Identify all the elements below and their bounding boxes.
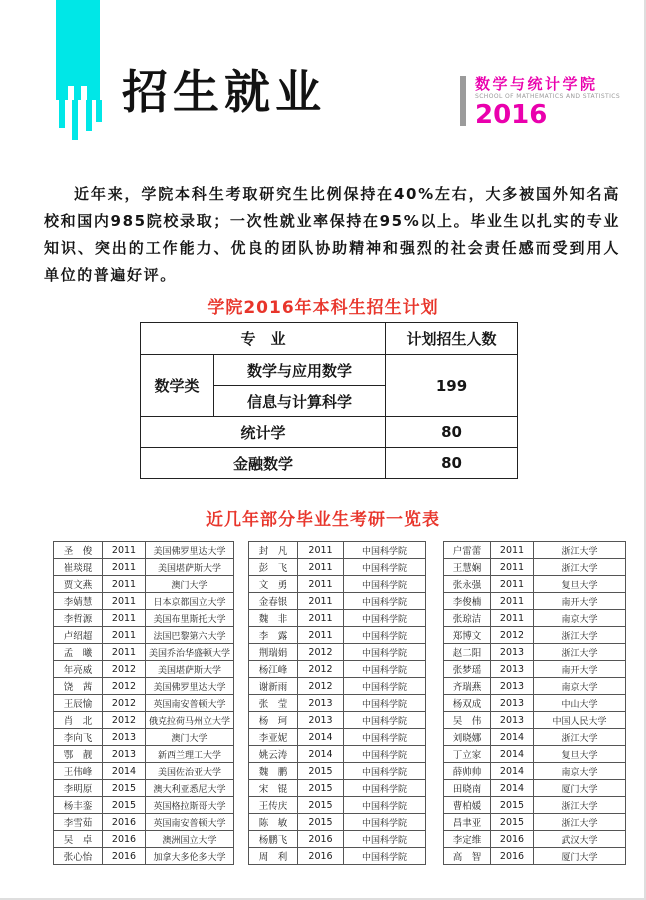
grad-name-cell: 户雷蕾 (444, 542, 491, 559)
grad-name-cell: 张心怡 (54, 848, 103, 865)
grad-row (249, 729, 426, 746)
plan-table-title: 学院2016年本科生招生计划 (207, 298, 439, 318)
grad-year-cell: 2011 (298, 559, 344, 576)
grad-name-cell: 张琼洁 (444, 610, 491, 627)
grad-row (249, 559, 426, 576)
grad-row (444, 729, 626, 746)
grad-school-cell: 中国人民大学 (534, 712, 626, 729)
grad-row (444, 831, 626, 848)
grad-school-cell: 复旦大学 (534, 576, 626, 593)
grad-row (444, 780, 626, 797)
grad-table-right (443, 541, 626, 865)
grad-year-cell: 2013 (491, 661, 534, 678)
grad-year-cell: 2013 (298, 695, 344, 712)
grad-school-cell: 南开大学 (534, 593, 626, 610)
grad-name-cell: 曹柏媛 (444, 797, 491, 814)
plan-major-cell: 统计学 (141, 417, 386, 448)
grad-row (54, 848, 234, 865)
grad-name-cell: 郑博文 (444, 627, 491, 644)
grad-school-cell: 美国佛罗里达大学 (146, 542, 234, 559)
grad-year-cell: 2013 (103, 729, 146, 746)
grad-row (54, 780, 234, 797)
grad-name-cell: 封 凡 (249, 542, 298, 559)
grad-table-middle (248, 541, 426, 865)
grad-name-cell: 丁立家 (444, 746, 491, 763)
grad-school-cell: 浙江大学 (534, 542, 626, 559)
grad-year-cell: 2014 (298, 729, 344, 746)
grad-year-cell: 2016 (298, 831, 344, 848)
grad-row (444, 814, 626, 831)
grad-name-cell: 金春银 (249, 593, 298, 610)
grad-row (444, 559, 626, 576)
grad-year-cell: 2015 (298, 814, 344, 831)
grad-name-cell: 李雪茹 (54, 814, 103, 831)
grad-name-cell: 王慧娴 (444, 559, 491, 576)
grad-name-cell: 薛帅帅 (444, 763, 491, 780)
grad-year-cell: 2013 (298, 712, 344, 729)
grad-school-cell: 南开大学 (534, 661, 626, 678)
grad-row (249, 848, 426, 865)
enrollment-plan-table (140, 322, 518, 479)
grad-row (54, 695, 234, 712)
grad-name-cell: 张梦瑶 (444, 661, 491, 678)
plan-count-cell: 80 (386, 448, 518, 479)
grad-school-cell: 美国堪萨斯大学 (146, 661, 234, 678)
grad-name-cell: 姚云涛 (249, 746, 298, 763)
grad-row (249, 695, 426, 712)
grad-row (54, 627, 234, 644)
grad-row (54, 593, 234, 610)
grad-school-cell: 美国佛罗里达大学 (146, 678, 234, 695)
grad-row (249, 712, 426, 729)
grad-row (249, 831, 426, 848)
grad-school-cell: 日本京都国立大学 (146, 593, 234, 610)
grad-year-cell: 2012 (103, 695, 146, 712)
grad-name-cell: 李定维 (444, 831, 491, 848)
grad-year-cell: 2016 (491, 848, 534, 865)
grad-year-cell: 2013 (103, 746, 146, 763)
intro-paragraph: 近年来，学院本科生考取研究生比例保持在40%左右，大多被国外知名高校和国内985院校录取；一次性就业率保持在95%以上。毕业生以扎实的专业知识、突出的工作能力、优良的团队协助精神和强烈的社会责任感而受到用人单位的普遍好评。 (44, 185, 620, 284)
plan-header-major: 专 业 (141, 323, 386, 355)
grad-school-cell: 浙江大学 (534, 559, 626, 576)
grad-year-cell: 2011 (298, 576, 344, 593)
grad-year-cell: 2016 (103, 814, 146, 831)
grad-name-cell: 李向飞 (54, 729, 103, 746)
grad-row (444, 712, 626, 729)
school-name-cn: 数学与统计学院 (475, 75, 598, 93)
grad-year-cell: 2014 (491, 763, 534, 780)
grad-name-cell: 李哲源 (54, 610, 103, 627)
grad-year-cell: 2012 (298, 678, 344, 695)
grad-school-cell: 浙江大学 (534, 814, 626, 831)
grad-row (444, 576, 626, 593)
page-title: 招生就业 (122, 65, 326, 119)
grad-school-cell: 英国南安普顿大学 (146, 695, 234, 712)
grad-year-cell: 2011 (103, 644, 146, 661)
grad-school-cell: 澳门大学 (146, 729, 234, 746)
grad-row (444, 593, 626, 610)
grad-year-cell: 2016 (491, 831, 534, 848)
grad-school-cell: 澳大利亚悉尼大学 (146, 780, 234, 797)
grad-year-cell: 2012 (103, 678, 146, 695)
grad-row (249, 644, 426, 661)
grad-year-cell: 2015 (298, 797, 344, 814)
grad-name-cell: 齐瑞燕 (444, 678, 491, 695)
grad-year-cell: 2015 (491, 797, 534, 814)
grad-row (54, 763, 234, 780)
grad-row (249, 780, 426, 797)
grad-row (249, 814, 426, 831)
grad-school-cell: 南京大学 (534, 610, 626, 627)
grad-school-cell: 美国佐治亚大学 (146, 763, 234, 780)
grad-row (249, 661, 426, 678)
grad-year-cell: 2012 (491, 627, 534, 644)
grad-school-cell: 中国科学院 (344, 712, 426, 729)
plan-row (141, 448, 518, 479)
grad-school-cell: 中国科学院 (344, 746, 426, 763)
grad-school-cell: 中国科学院 (344, 729, 426, 746)
grad-year-cell: 2011 (103, 542, 146, 559)
grad-school-cell: 中国科学院 (344, 678, 426, 695)
grad-year-cell: 2011 (491, 576, 534, 593)
grad-year-cell: 2016 (298, 848, 344, 865)
grad-name-cell: 田晓南 (444, 780, 491, 797)
grad-school-cell: 中国科学院 (344, 695, 426, 712)
drip-drop (59, 100, 65, 128)
grad-school-cell: 中国科学院 (344, 627, 426, 644)
grad-row (249, 678, 426, 695)
grad-school-cell: 中山大学 (534, 695, 626, 712)
school-badge (460, 76, 620, 129)
grad-year-cell: 2014 (298, 746, 344, 763)
grad-school-cell: 中国科学院 (344, 542, 426, 559)
grad-year-cell: 2012 (103, 661, 146, 678)
grad-name-cell: 谢新雨 (249, 678, 298, 695)
grad-row (249, 627, 426, 644)
grad-name-cell: 李 露 (249, 627, 298, 644)
grad-school-cell: 浙江大学 (534, 797, 626, 814)
grad-name-cell: 魏 鹏 (249, 763, 298, 780)
grad-name-cell: 孟 曦 (54, 644, 103, 661)
grad-name-cell: 圣 俊 (54, 542, 103, 559)
grad-year-cell: 2016 (103, 848, 146, 865)
grad-row (444, 695, 626, 712)
grad-year-cell: 2011 (491, 593, 534, 610)
plan-group-label: 数学类 (141, 355, 214, 417)
grad-name-cell: 赵二阳 (444, 644, 491, 661)
grad-name-cell: 文 勇 (249, 576, 298, 593)
grad-table-left (53, 541, 234, 865)
grad-school-cell: 厦门大学 (534, 780, 626, 797)
grad-year-cell: 2015 (103, 780, 146, 797)
grad-year-cell: 2011 (298, 610, 344, 627)
grad-row (249, 542, 426, 559)
grad-name-cell: 杨 珂 (249, 712, 298, 729)
grad-school-cell: 英国格拉斯哥大学 (146, 797, 234, 814)
grad-row (444, 661, 626, 678)
grad-year-cell: 2014 (491, 729, 534, 746)
grad-school-cell: 中国科学院 (344, 797, 426, 814)
plan-count-cell: 199 (386, 355, 518, 417)
grad-school-cell: 中国科学院 (344, 763, 426, 780)
grad-name-cell: 魏 非 (249, 610, 298, 627)
grad-school-cell: 美国布里斯托大学 (146, 610, 234, 627)
grad-row (54, 746, 234, 763)
grad-name-cell: 彭 飞 (249, 559, 298, 576)
grad-name-cell: 王传庆 (249, 797, 298, 814)
plan-header-row (141, 323, 518, 355)
grad-row (444, 763, 626, 780)
grad-year-cell: 2012 (298, 644, 344, 661)
drip-notch (81, 86, 87, 100)
grad-school-cell: 中国科学院 (344, 848, 426, 865)
grad-name-cell: 李亚妮 (249, 729, 298, 746)
grad-name-cell: 荆瑞娟 (249, 644, 298, 661)
grad-year-cell: 2011 (298, 593, 344, 610)
grad-year-cell: 2015 (491, 814, 534, 831)
grad-school-cell: 澳洲国立大学 (146, 831, 234, 848)
grad-year-cell: 2011 (103, 559, 146, 576)
plan-row (141, 417, 518, 448)
grad-name-cell: 卢绍超 (54, 627, 103, 644)
grad-school-cell: 澳门大学 (146, 576, 234, 593)
drip-notch (68, 86, 74, 100)
grad-row (444, 746, 626, 763)
grad-name-cell: 年亮威 (54, 661, 103, 678)
grad-school-cell: 美国堪萨斯大学 (146, 559, 234, 576)
grad-year-cell: 2011 (491, 542, 534, 559)
grad-year-cell: 2012 (298, 661, 344, 678)
grad-name-cell: 饶 茜 (54, 678, 103, 695)
grad-name-cell: 李婧慧 (54, 593, 103, 610)
plan-count-cell: 80 (386, 417, 518, 448)
drip-drop (86, 100, 92, 131)
grad-name-cell: 高 智 (444, 848, 491, 865)
grad-name-cell: 刘晓娜 (444, 729, 491, 746)
grad-row (54, 814, 234, 831)
grad-row (54, 542, 234, 559)
plan-major-cell: 数学与应用数学 (214, 355, 386, 386)
grad-year-cell: 2013 (491, 678, 534, 695)
grad-row (249, 797, 426, 814)
grad-year-cell: 2013 (491, 644, 534, 661)
grad-row (444, 627, 626, 644)
grad-name-cell: 贾文燕 (54, 576, 103, 593)
school-name-en: SCHOOL OF MATHEMATICS AND STATISTICS (475, 93, 621, 100)
grad-row (54, 644, 234, 661)
grad-row (249, 610, 426, 627)
grad-year-cell: 2011 (103, 593, 146, 610)
grad-school-cell: 法国巴黎第六大学 (146, 627, 234, 644)
plan-row (141, 355, 518, 386)
grad-name-cell: 王辰愉 (54, 695, 103, 712)
grad-name-cell: 崔琰琨 (54, 559, 103, 576)
grad-row (54, 729, 234, 746)
grad-row (444, 610, 626, 627)
drip-bar-icon-body (56, 0, 100, 100)
grad-year-cell: 2013 (491, 695, 534, 712)
grad-school-cell: 中国科学院 (344, 831, 426, 848)
grad-row (249, 593, 426, 610)
grad-school-cell: 中国科学院 (344, 644, 426, 661)
grad-name-cell: 杨丰銮 (54, 797, 103, 814)
grad-year-cell: 2014 (491, 780, 534, 797)
grad-row (54, 559, 234, 576)
grad-row (444, 542, 626, 559)
grad-school-cell: 中国科学院 (344, 593, 426, 610)
grad-school-cell: 俄克拉荷马州立大学 (146, 712, 234, 729)
grad-school-cell: 中国科学院 (344, 610, 426, 627)
grad-year-cell: 2011 (298, 627, 344, 644)
grad-row (54, 712, 234, 729)
grad-row (444, 644, 626, 661)
grad-row (444, 678, 626, 695)
grad-year-cell: 2015 (103, 797, 146, 814)
school-badge-bar (460, 76, 466, 126)
grad-row (54, 678, 234, 695)
grad-year-cell: 2013 (491, 712, 534, 729)
grad-year-cell: 2015 (298, 763, 344, 780)
drip-drop (72, 100, 78, 140)
grad-name-cell: 张永强 (444, 576, 491, 593)
grad-row (54, 831, 234, 848)
grad-year-cell: 2014 (103, 763, 146, 780)
grad-row (54, 797, 234, 814)
grad-name-cell: 吴 伟 (444, 712, 491, 729)
grad-year-cell: 2011 (491, 610, 534, 627)
grad-name-cell: 昌聿亚 (444, 814, 491, 831)
grad-school-cell: 中国科学院 (344, 780, 426, 797)
grad-row (54, 661, 234, 678)
grad-school-cell: 美国乔治华盛顿大学 (146, 644, 234, 661)
grad-school-cell: 复旦大学 (534, 746, 626, 763)
grad-year-cell: 2012 (103, 712, 146, 729)
grad-table-title: 近几年部分毕业生考研一览表 (206, 510, 440, 530)
grad-row (249, 746, 426, 763)
grad-name-cell: 鄂 靓 (54, 746, 103, 763)
grad-name-cell: 周 利 (249, 848, 298, 865)
grad-name-cell: 李俊楠 (444, 593, 491, 610)
grad-school-cell: 新西兰理工大学 (146, 746, 234, 763)
grad-year-cell: 2011 (103, 610, 146, 627)
grad-row (249, 576, 426, 593)
grad-school-cell: 厦门大学 (534, 848, 626, 865)
grad-school-cell: 武汉大学 (534, 831, 626, 848)
grad-name-cell: 杨江峰 (249, 661, 298, 678)
grad-name-cell: 吴 卓 (54, 831, 103, 848)
grad-row (54, 576, 234, 593)
grad-row (249, 763, 426, 780)
grad-name-cell: 肖 北 (54, 712, 103, 729)
grad-year-cell: 2011 (491, 559, 534, 576)
grad-school-cell: 中国科学院 (344, 559, 426, 576)
grad-row (444, 848, 626, 865)
drip-drop (96, 100, 102, 122)
grad-school-cell: 浙江大学 (534, 644, 626, 661)
grad-name-cell: 王伟峰 (54, 763, 103, 780)
grad-school-cell: 中国科学院 (344, 661, 426, 678)
grad-year-cell: 2011 (103, 576, 146, 593)
grad-school-cell: 中国科学院 (344, 576, 426, 593)
grad-school-cell: 英国南安普顿大学 (146, 814, 234, 831)
grad-name-cell: 李明原 (54, 780, 103, 797)
grad-name-cell: 杨双成 (444, 695, 491, 712)
plan-major-cell: 信息与计算科学 (214, 386, 386, 417)
grad-school-cell: 浙江大学 (534, 627, 626, 644)
grad-school-cell: 南京大学 (534, 763, 626, 780)
grad-year-cell: 2011 (298, 542, 344, 559)
grad-school-cell: 南京大学 (534, 678, 626, 695)
grad-school-cell: 加拿大多伦多大学 (146, 848, 234, 865)
grad-school-cell: 浙江大学 (534, 729, 626, 746)
grad-year-cell: 2015 (298, 780, 344, 797)
grad-name-cell: 杨鹏飞 (249, 831, 298, 848)
plan-header-count: 计划招生人数 (386, 323, 518, 355)
grad-name-cell: 陈 敏 (249, 814, 298, 831)
grad-school-cell: 中国科学院 (344, 814, 426, 831)
grad-year-cell: 2014 (491, 746, 534, 763)
grad-row (444, 797, 626, 814)
grad-row (54, 610, 234, 627)
grad-name-cell: 张 莹 (249, 695, 298, 712)
grad-year-cell: 2011 (103, 627, 146, 644)
school-year: 2016 (475, 100, 548, 130)
grad-year-cell: 2016 (103, 831, 146, 848)
plan-major-cell: 金融数学 (141, 448, 386, 479)
grad-name-cell: 宋 锟 (249, 780, 298, 797)
